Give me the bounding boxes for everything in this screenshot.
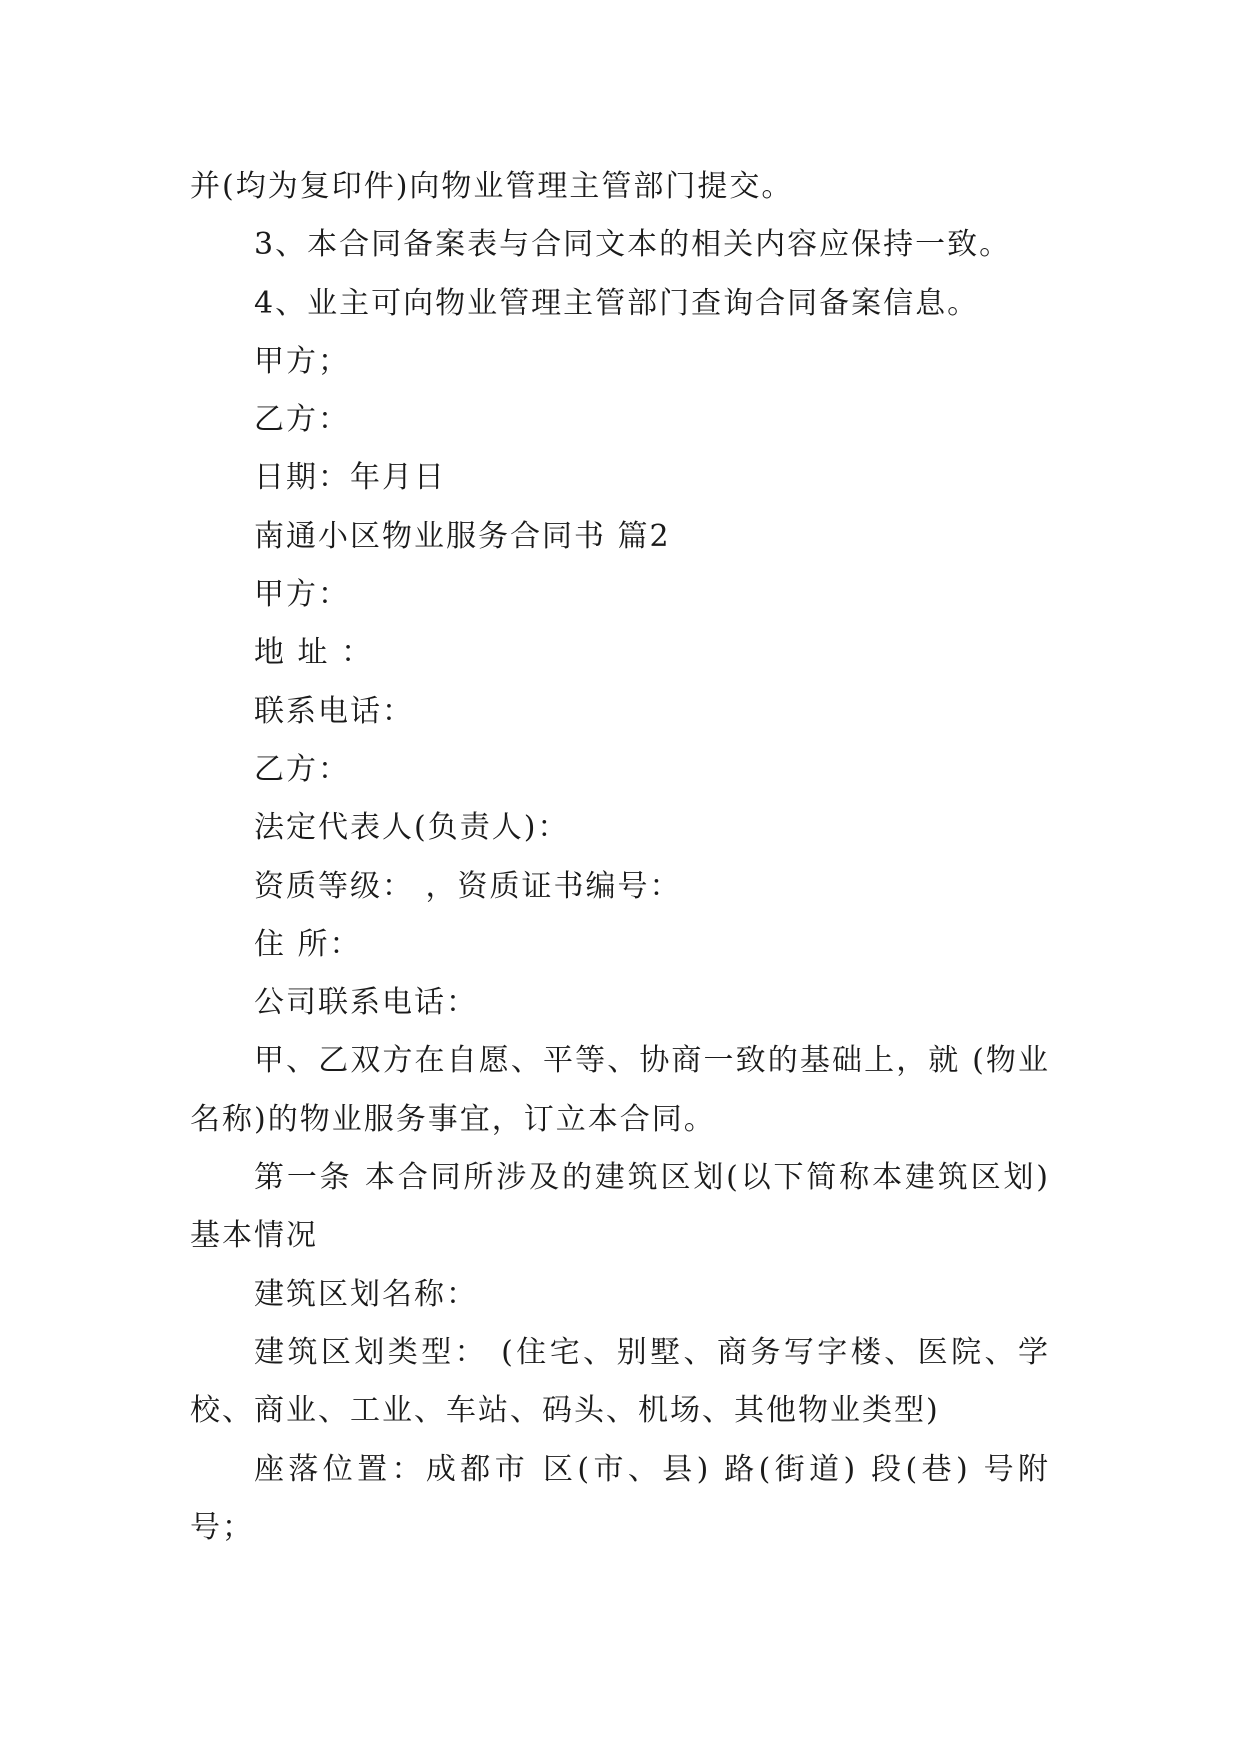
article-1-heading: 第一条 本合同所涉及的建筑区划(以下简称本建筑区划)基本情况 (190, 1160, 1050, 1254)
paragraph-clause-4: 4、业主可向物业管理主管部门查询合同备案信息。 (254, 285, 980, 321)
paragraph-clause-3: 3、本合同备案表与合同文本的相关内容应保持一致。 (254, 227, 1012, 263)
building-zone-type: 建筑区划类型： (住宅、别墅、商务写字楼、医院、学校、商业、工业、车站、码头、机场、其他物业类型) (190, 1334, 1050, 1429)
building-location: 座落位置：成都市 区(市、县) 路(街道) 段(巷) 号附号； (190, 1451, 1050, 1545)
party-b-company-phone: 公司联系电话： (254, 985, 478, 1021)
party-b-legal-representative: 法定代表人(负责人)： (254, 810, 570, 846)
party-a-signature-line: 甲方； (254, 343, 350, 379)
party-a-address: 地 址 ： (254, 635, 374, 671)
party-a-label: 甲方： (254, 577, 350, 613)
document-body (190, 158, 1050, 1557)
date-line: 日期：年月日 (254, 460, 446, 496)
building-zone-name: 建筑区划名称： (254, 1276, 478, 1312)
party-b-signature-line: 乙方： (254, 402, 350, 438)
section-title: 南通小区物业服务合同书 篇2 (254, 518, 671, 554)
party-b-label: 乙方： (254, 751, 350, 787)
agreement-preamble: 甲、乙双方在自愿、平等、协商一致的基础上，就 (物业名称)的物业服务事宜，订立本合同。 (190, 1043, 1050, 1137)
party-b-qualification: 资质等级： ，资质证书编号： (254, 868, 682, 904)
party-b-residence: 住 所： (254, 926, 362, 962)
paragraph-continued-submission: 并(均为复印件)向物业管理主管部门提交。 (190, 169, 794, 204)
party-a-phone: 联系电话： (254, 693, 414, 729)
